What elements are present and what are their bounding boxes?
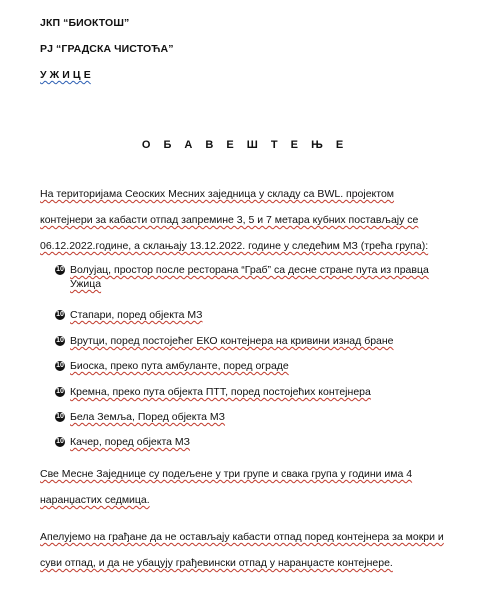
city-label: У Ж И Ц Е [40, 69, 91, 81]
groups-line: Све Месне Заједнице су подељене у три групе и свака група у години има 4 [40, 468, 413, 480]
list-item-text: Волујац, простор после ресторана “Граб” са десне стране пута из правца [70, 264, 429, 276]
bullet-icon: 10 [56, 413, 64, 420]
list-item-text: Качер, поред објекта МЗ [70, 436, 191, 448]
intro-line: контејнери за кабасти отпад запремине 3, 5 и 7 метара кубних постављају се [40, 214, 419, 226]
notice-title-text: О Б А В Е Ш Т Е Њ Е [141, 139, 349, 151]
groups-paragraph [40, 468, 480, 520]
bullet-icon: 10 [56, 266, 64, 273]
list-item-text-continued: Ужица [70, 278, 102, 290]
intro-paragraph [40, 188, 480, 266]
organization-name: ЈКП “БИОКТОШ” [40, 17, 130, 29]
appeal-paragraph [40, 531, 480, 583]
list-item-text: Бела Земља, Поред објекта МЗ [70, 411, 226, 423]
intro-line: На територијама Сеоских Месних заједница у складу са BWL. пројектом [40, 188, 395, 200]
appeal-line: Апелујемо на грађане да не остављају кабасти отпад поред контејнера за мокри и [40, 531, 444, 543]
intro-line: 06.12.2022.године, а склањају 13.12.2022. године у следећим МЗ (трећа група): [40, 240, 429, 252]
bullet-icon: 10 [56, 438, 64, 445]
city-name [40, 69, 91, 81]
bullet-icon: 10 [56, 362, 64, 369]
list-item-text: Врутци, поред постојећег ЕКО контејнера на кривини изнад бране [70, 335, 394, 347]
list-item-text: Стапари, поред објекта МЗ [70, 309, 203, 321]
organization-unit: РЈ “ГРАДСКА ЧИСТОЋА” [40, 43, 174, 55]
bullet-icon: 10 [56, 388, 64, 395]
list-item-text: Кремна, преко пута објекта ПТТ, поред постојећих контејнера [70, 386, 371, 398]
bullet-icon: 10 [56, 311, 64, 318]
list-item-text: Биоска, преко пута амбуланте, поред ограде [70, 360, 289, 372]
bullet-icon: 10 [56, 337, 64, 344]
notice-title [0, 139, 490, 151]
groups-line: наранџастих седмица. [40, 494, 150, 506]
appeal-line: суви отпад, и да не убацују грађевински отпад у наранџасте контејнере. [40, 557, 393, 569]
